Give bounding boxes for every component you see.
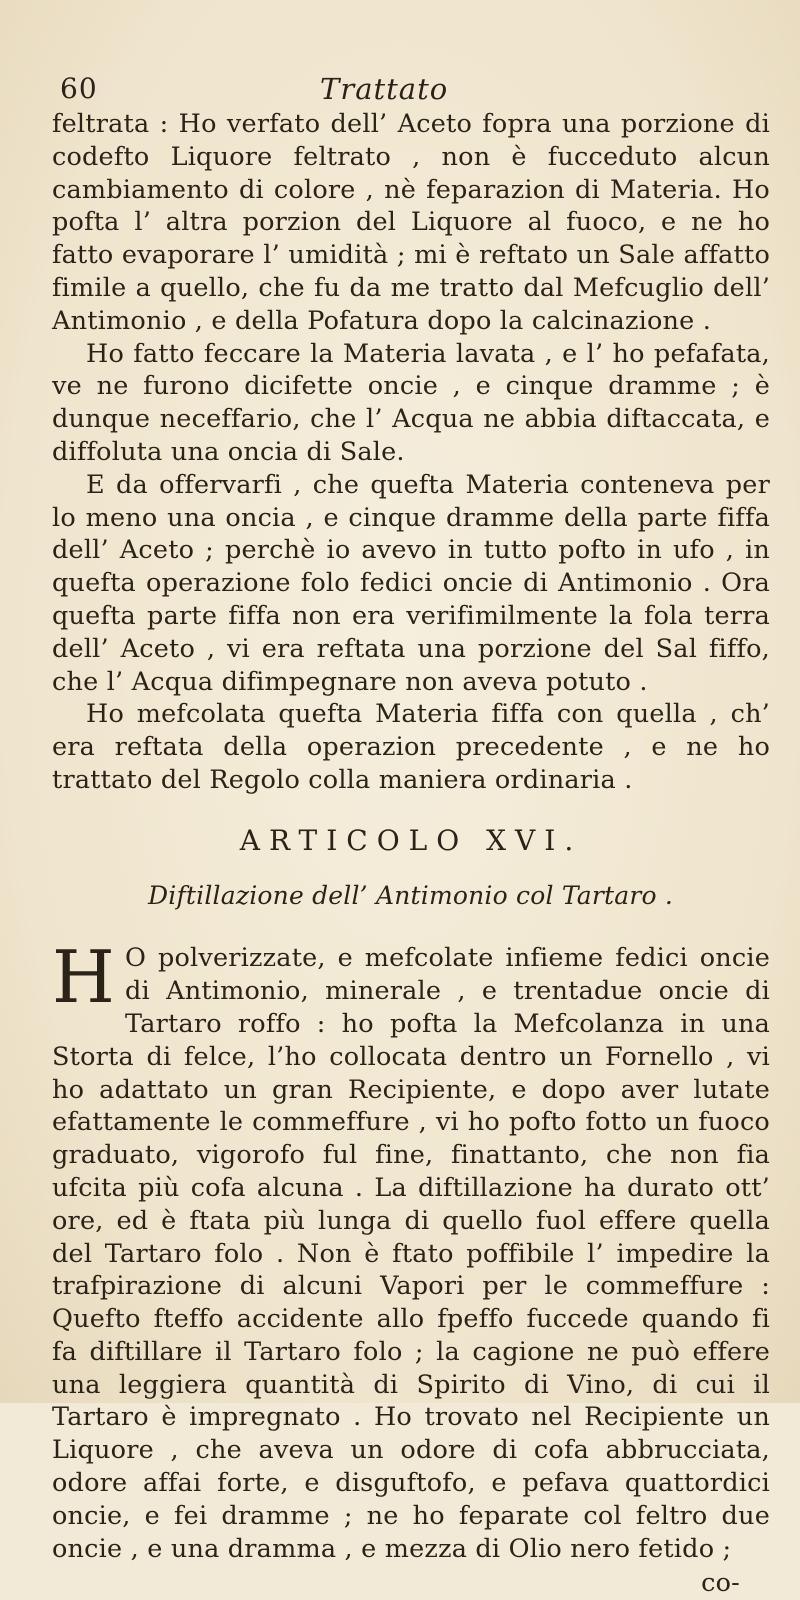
paragraph: Ho mefcolata quefta Materia fiffa con quella , ch’ era reftata della operazion precedente , e ne ho trattato del Regolo colla maniera ordinaria .: [52, 699, 770, 795]
article-paragraph: [52, 935, 770, 1565]
paragraph: E da offervarfi , che quefta Materia conteneva per lo meno una oncia , e cinque dramme della parte fiffa dell’ Aceto ; perchè io avevo in tutto pofto in ufo , in quefta operazione folo fedici oncie di Antimonio . Ora quefta parte fiffa non era verifimilmente la fola terra dell’ Aceto , vi era reftata una porzione del Sal fiffo, che l’ Acqua difimpegnare non aveva potuto .: [52, 469, 770, 697]
article-text: O polverizzate, e mefcolate infieme fedici oncie di Antimonio, minerale , e trentadue oncie di Tartaro roffo : ho pofta la Mefcolanza in una Storta di felce, l’ho collocata dentro un Fornello , vi ho adattato un gran Recipiente, e dopo aver lutate efattamente le commeffure , vi ho pofto fotto un fuoco graduato, vigorofo ful fine, finattanto, che non fia ufcita più cofa alcuna . La diftillazione ha durato ott’ ore, ed è ftata più lunga di quello fuol effere quella del Tartaro folo . Non è ftato poffibile l’ impedire la trafpirazione di alcuni Vapori per le commeffure : Quefto fteffo accidente allo fpeffo fuccede quando fi fa diftillare il Tartaro folo ; la cagione ne può effere una leggiera quantità di Spirito di Vino, di cui il Tartaro è impregnato . Ho trovato nel Recipiente un Liquore , che aveva un odore di cofa abbrucciata, odore affai forte, e disguftofo, e pefava quattordici oncie, e fei dramme ; ne ho feparate col feltro due oncie , e una dramma , e mezza di Olio nero fetido ;: [52, 943, 770, 1564]
catchword: co-: [701, 1568, 740, 1599]
drop-cap: H: [52, 935, 115, 1020]
paragraph: feltrata : Ho verfato dell’ Aceto fopra una porzione di codefto Liquore feltrato , non è fucceduto alcun cambiamento di colore , nè feparazion di Materia. Ho pofta l’ altra porzion del Liquore al fuoco, e ne ho fatto evaporare l’ umidità ; mi è reftato un Sale affatto fimile a quello, che fu da me tratto dal Mefcuglio dell’ Antimonio , e della Pofatura dopo la calcinazione .: [52, 109, 770, 336]
article-subtitle: Diftillazione dell’ Antimonio col Tartaro .: [148, 880, 674, 910]
article-heading: ARTICOLO XVI.: [239, 823, 583, 857]
body-text: [52, 108, 770, 1600]
page-number: 60: [60, 72, 98, 105]
running-title: Trattato: [320, 72, 449, 106]
paragraph: Ho fatto feccare la Materia lavata , e l’ ho pefafata, ve ne furono dicifette oncie , e cinque dramme ; è dunque neceffario, che l’ Acqua ne abbia diftaccata, e diffoluta una oncia di Sale.: [52, 338, 770, 467]
page-header: [52, 72, 770, 108]
